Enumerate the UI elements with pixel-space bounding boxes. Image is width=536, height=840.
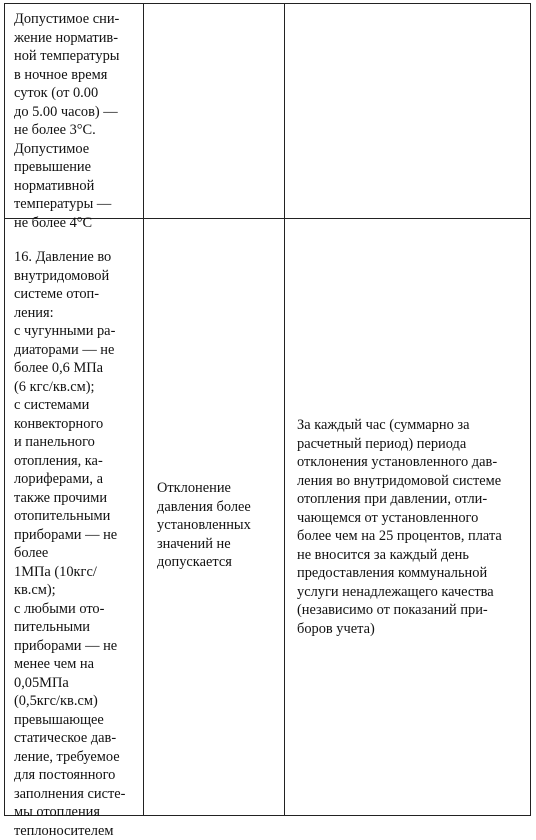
text-line: диаторами — не — [14, 341, 135, 360]
text-line: для постоянного — [14, 766, 135, 785]
text-line: (независимо от показаний при- — [297, 601, 523, 620]
row1-parameter-cell — [14, 10, 135, 232]
column-divider-2 — [284, 4, 285, 815]
text-line: с чугунными ра- — [14, 322, 135, 341]
row2-parameter-cell — [14, 248, 135, 840]
text-line: ление, требуемое — [14, 748, 135, 767]
text-line: жение норматив- — [14, 29, 135, 48]
text-line: лориферами, а — [14, 470, 135, 489]
text-line: более — [14, 544, 135, 563]
text-line: нормативной — [14, 177, 135, 196]
text-line: не более 4°С — [14, 214, 135, 233]
text-line: более 0,6 МПа — [14, 359, 135, 378]
text-line: не более 3°С. — [14, 121, 135, 140]
text-line: температуры — — [14, 195, 135, 214]
text-line: приборами — не — [14, 526, 135, 545]
text-line: внутридомовой — [14, 267, 135, 286]
text-line: (0,5кгс/кв.см) — [14, 692, 135, 711]
text-line: кв.см); — [14, 581, 135, 600]
text-line: статическое дав- — [14, 729, 135, 748]
text-line: 0,05МПа — [14, 674, 135, 693]
text-line: За каждый час (суммарно за — [297, 416, 523, 435]
text-line: 1МПа (10кгс/ — [14, 563, 135, 582]
text-line: с любыми ото- — [14, 600, 135, 619]
text-line: Отклонение — [157, 479, 279, 498]
text-line: с системами — [14, 396, 135, 415]
text-line: превышающее — [14, 711, 135, 730]
text-line: давления более — [157, 498, 279, 517]
text-line: в ночное время — [14, 66, 135, 85]
text-line: Допустимое сни- — [14, 10, 135, 29]
text-line: расчетный период) периода — [297, 435, 523, 454]
text-line: суток (от 0.00 — [14, 84, 135, 103]
text-line: заполнения систе- — [14, 785, 135, 804]
text-line: значений не — [157, 535, 279, 554]
text-line: конвекторного — [14, 415, 135, 434]
text-line: услуги ненадлежащего качества — [297, 583, 523, 602]
text-line: отопления, ка- — [14, 452, 135, 471]
requirements-table — [4, 3, 531, 816]
text-line: и панельного — [14, 433, 135, 452]
text-line: более чем на 25 процентов, плата — [297, 527, 523, 546]
text-line: мы отопления — [14, 803, 135, 822]
text-line: системе отоп- — [14, 285, 135, 304]
text-line: установленных — [157, 516, 279, 535]
text-line: допускается — [157, 553, 279, 572]
row2-payment-cell — [297, 416, 523, 638]
text-line: 16. Давление во — [14, 248, 135, 267]
text-line: отклонения установленного дав- — [297, 453, 523, 472]
text-line: чающемся от установленного — [297, 509, 523, 528]
text-line: до 5.00 часов) — — [14, 103, 135, 122]
text-line: теплоносителем — [14, 822, 135, 840]
text-line: отопления при давлении, отли- — [297, 490, 523, 509]
text-line: превышение — [14, 158, 135, 177]
row2-deviation-cell — [157, 479, 279, 572]
text-line: менее чем на — [14, 655, 135, 674]
column-divider-1 — [143, 4, 144, 815]
text-line: пительными — [14, 618, 135, 637]
text-line: (6 кгс/кв.см); — [14, 378, 135, 397]
text-line: Допустимое — [14, 140, 135, 159]
text-line: также прочими — [14, 489, 135, 508]
text-line: ления: — [14, 304, 135, 323]
text-line: боров учета) — [297, 620, 523, 639]
text-line: ления во внутридомовой системе — [297, 472, 523, 491]
text-line: ной температуры — [14, 47, 135, 66]
text-line: отопительными — [14, 507, 135, 526]
text-line: приборами — не — [14, 637, 135, 656]
text-line: предоставления коммунальной — [297, 564, 523, 583]
text-line: не вносится за каждый день — [297, 546, 523, 565]
